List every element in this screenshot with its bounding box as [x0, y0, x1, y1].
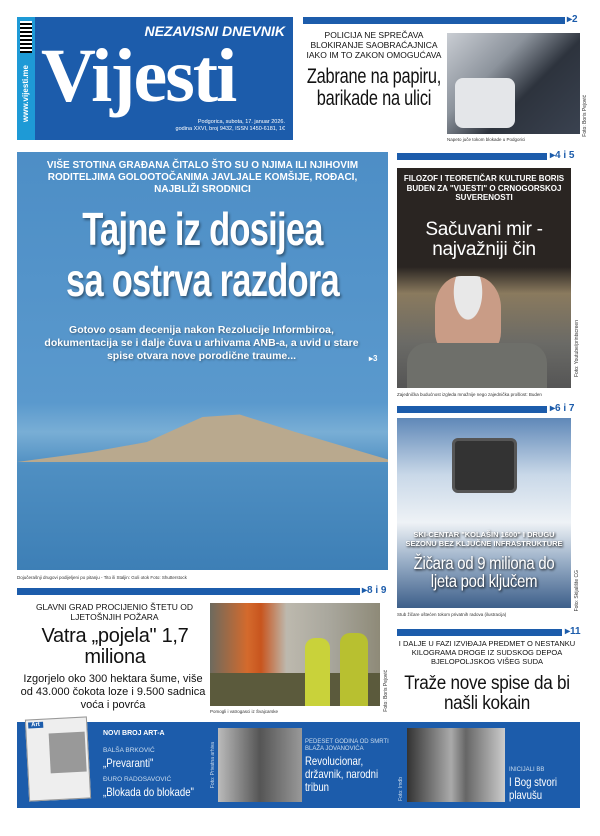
- kicker: I DALJE U FAZI IZVIĐAJA PREDMET O NESTANKU KILOGRAMA DROGE IZ SUDSKOG DEPOA BJELOPOLJSKOG VIŠEG SUDA: [398, 639, 576, 666]
- photo-credit: Foto: Boris Pejović: [582, 95, 588, 137]
- author-1: BALŠA BRKOVIĆ: [103, 747, 155, 754]
- island-image: [17, 412, 388, 462]
- headline: Žičara od 9 miliona do ljeta pod ključem: [413, 553, 555, 592]
- headline-line-2: sa ostrva razdora: [66, 253, 339, 306]
- photo-caption: Napeto juče tokom blokade u Podgorici: [447, 137, 526, 142]
- page-ref[interactable]: ▸2: [567, 14, 578, 25]
- photo-credit: Foto: Skijalište CG: [574, 570, 580, 612]
- kicker: SKI-CENTAR "KOLAŠIN 1600" I DRUGU SEZONU BEZ KLJUČNE INFRASTRUKTURE: [405, 530, 563, 548]
- headline: [17, 204, 388, 305]
- masthead: [17, 17, 293, 140]
- deck: Gotovo osam decenija nakon Rezolucije Informbiroa, dokumentacija se i dalje čuva u arhivama ANB-a, a uvid u stare spise otvara nove porodične traume...: [44, 324, 359, 363]
- photo-credit: Foto: Privatna arhiva: [210, 742, 216, 789]
- headline[interactable]: Traže nove spise da bi našli kokain: [404, 673, 570, 714]
- art-label: NOVI BROJ ART-A: [103, 730, 165, 737]
- art-cover-image: [25, 716, 91, 801]
- kicker: FILOZOF I TEORETIČAR KULTURE BORIS BUDEN ZA "VIJESTI" O CRNOGORSKOJ SUVERENOSTI: [403, 174, 565, 203]
- author-2: ĐURO RADOSAVOVIĆ: [103, 776, 172, 783]
- section-bar: [17, 588, 360, 595]
- website: www.vijesti.me: [21, 65, 30, 123]
- art-cover-label: Art: [28, 722, 43, 729]
- title-2[interactable]: „Blokada do blokade": [103, 785, 194, 799]
- date: Podgorica, subota, 17. januar 2026.: [197, 119, 285, 125]
- page-ref[interactable]: ▸6 i 7: [550, 403, 575, 414]
- photo-caption: Dojučerašnji drugovi podijeljeni po pitanju - Tito ili Staljin: Goli otok Foto: Shutterstock: [17, 575, 187, 580]
- headline[interactable]: Vatra „pojela" 1,7 miliona: [41, 625, 189, 668]
- title-1[interactable]: „Prevaranti": [103, 756, 154, 770]
- police-photo: [447, 33, 580, 134]
- section-bar: [303, 17, 565, 24]
- tagline: NEZAVISNI DNEVNIK: [144, 23, 285, 39]
- page-ref[interactable]: ▸11: [565, 626, 581, 637]
- headline[interactable]: Zabrane na papiru, barikade na ulici: [306, 65, 442, 111]
- headline: Sačuvani mir - najvažniji čin: [425, 219, 543, 260]
- page-ref[interactable]: ▸3: [369, 354, 378, 363]
- photo-credit: Foto: Boris Pejović: [383, 670, 389, 712]
- kicker: GLAVNI GRAD PROCIJENIO ŠTETU OD LJETOŠNJIH POŽARA: [35, 602, 194, 623]
- title-4[interactable]: I Bog stvori plavušu: [509, 775, 558, 803]
- deck: Izgorjelo oko 300 hektara šume, više od 43.000 čokota loze i 9.500 sadnica voća i povrća: [20, 673, 206, 712]
- title-3[interactable]: Revolucionar, državnik, narodni tribun: [305, 754, 379, 795]
- interview-story[interactable]: [397, 168, 571, 388]
- page-ref[interactable]: ▸8 i 9: [362, 585, 387, 596]
- dateline: [176, 119, 285, 133]
- kicker: VIŠE STOTINA GRAĐANA ČITALO ŠTO SU O NJIMA ILI NJIHOVIM RODITELJIMA GOLOOTOČANIMA JAVLJALE KOMŠIJE, ROĐACI, NAJBLIŽI SRODNICI: [46, 160, 359, 195]
- chairlift-image: [452, 438, 517, 493]
- section-bar: [397, 406, 547, 413]
- photo-caption: Pomogli i vatrogasci iz Švajcarske: [210, 709, 279, 714]
- section-bar: [397, 629, 562, 636]
- kicker: POLICIJA NE SPREČAVA BLOKIRANJE SAOBRAĆAJNICA IAKO IM TO ZAKON OMOGUĆAVA: [306, 30, 442, 61]
- kicker-3: PEDESET GODINA OD SMRTI BLAŽA JOVANOVIĆA: [305, 739, 389, 752]
- fire-photo: [210, 603, 380, 706]
- issue-info: godina XXVI, broj 9432, ISSN 1450-6181, 1€: [175, 126, 285, 133]
- photo-credit: Foto: Youtube/printscreen: [574, 320, 580, 377]
- photo-caption: Zajednička budućnost izgleda mnažnije nego zajednička prošlost: Buden: [397, 392, 542, 397]
- film-photo: [407, 728, 505, 802]
- page-ref[interactable]: ▸4 i 5: [550, 150, 575, 161]
- website-strip: [17, 17, 35, 140]
- headline-line-1: Tajne iz dosijea: [82, 203, 323, 255]
- art-banner[interactable]: [17, 722, 580, 808]
- barcode-icon: [20, 21, 32, 53]
- kicker-4: INICIJALI BB: [509, 767, 545, 773]
- photo-caption: Stub žičare oštećen tokom privatnih radova (ilustracija): [397, 612, 507, 617]
- section-bar: [397, 153, 547, 160]
- photo-credit: Foto: Imdb: [398, 777, 404, 801]
- main-story[interactable]: [17, 152, 388, 570]
- jovanovic-photo: [218, 728, 302, 802]
- logo: Vijesti: [41, 34, 236, 118]
- ski-story[interactable]: [397, 418, 571, 608]
